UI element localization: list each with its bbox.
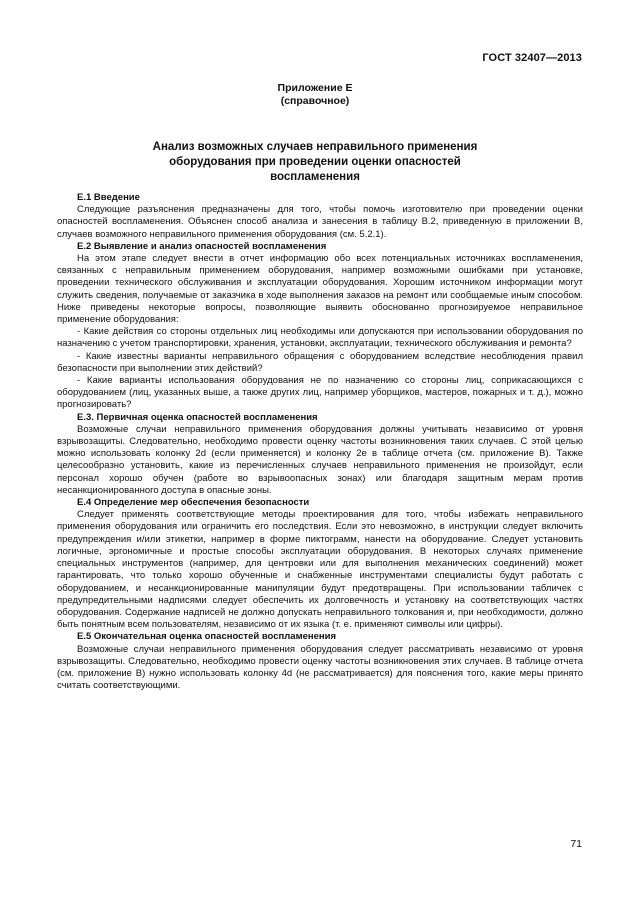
section-e2-paragraph: На этом этапе следует внести в отчет информацию обо всех потенциальных источниках воспламенения, связанных с неправильным применением оборудования, например возможными ошибками при установке, проведении технического обслуживания и эксплуатации оборудования. Хорошим источником информации могут служить сведения, получаемые от заказчика в ходе выполнения заказов на ремонт или сообщаемые иным способом. Ниже приведены некоторые вопросы, позволяющие выявить обоснованно прогнозируемое неправильное применение оборудования: <box>57 253 583 326</box>
appendix-note: (справочное) <box>280 95 350 107</box>
document-body <box>57 192 583 692</box>
section-e1-paragraph: Следующие разъяснения предназначены для того, чтобы помочь изготовителю при проведении оценки опасностей воспламенения. Объяснен способ анализа и занесения в таблицу В.2, приведенную в приложении В, случаев возможного неправильного применения оборудования (см. 5.2.1). <box>57 204 583 240</box>
page-number: 71 <box>570 838 582 850</box>
section-e5-heading: Е.5 Окончательная оценка опасностей воспламенения <box>77 631 337 643</box>
appendix-heading <box>0 82 630 108</box>
title-line-1: Анализ возможных случаев неправильного применения <box>152 141 478 153</box>
section-e2-question-3: - Какие варианты использования оборудования не по назначению со стороны лиц, соприкасающихся с оборудованием (лиц, указанных выше, а также других лиц, например уборщиков, мастеров, пожарных и т. д.), можно прогнозировать? <box>57 375 583 411</box>
title-line-3: воспламенения <box>270 171 360 183</box>
section-e2-question-2: - Какие известны варианты неправильного обращения с оборудованием вследствие несоблюдения правил безопасности при выполнении этих действий? <box>57 350 583 374</box>
section-e3-paragraph: Возможные случаи неправильного применения оборудования должны учитывать независимо от уровня взрывозащиты. Следовательно, необходимо провести оценку частоты возникновения таких случаев. С этой целью можно использовать колонку 2d (если применяется) и колонку 2е в таблице отчета (см. приложение В). Также целесообразно установить, какие из перечисленных случаев неправильного применения не произойдут, если персонал хорошо обучен (работе во взрывоопасных зонах) или благодаря защитным мерам против несанкционированного доступа в опасные зоны. <box>57 423 583 496</box>
section-e2-heading: Е.2 Выявление и анализ опасностей воспламенения <box>77 240 327 252</box>
section-e3-heading: Е.3. Первичная оценка опасностей воспламенения <box>77 411 318 423</box>
section-e4-heading: Е.4 Определение мер обеспечения безопасности <box>77 497 310 509</box>
appendix-label: Приложение Е <box>277 82 353 94</box>
document-title <box>60 140 570 185</box>
section-e2-question-1: - Какие действия со стороны отдельных лиц необходимы или допускаются при использовании оборудования по назначению с учетом транспортировки, хранения, установки, эксплуатации, технического обслуживания и ремонта? <box>57 326 583 350</box>
section-e5-paragraph: Возможные случаи неправильного применения оборудования следует рассматривать независимо от уровня взрывозащиты. Следовательно, необходимо провести оценку частоты возникновения этих случаев. В таблице отчета (см. приложение В) нужно использовать колонку 4d (не рассматривается) для пояснения того, какие меры принято считать соответствующими. <box>57 643 583 692</box>
standard-code: ГОСТ 32407—2013 <box>482 52 582 64</box>
section-e4-paragraph: Следует применять соответствующие методы проектирования для того, чтобы избежать неправильного применения оборудования или ограничить его последствия. Если это невозможно, в инструкции следует включить предупреждения и/или этикетки, например в форме пиктограмм, нанести на оборудование. Следует установить логичные, эргономичные и простые способы эксплуатации оборудования. В некоторых случаях применение специальных инструментов (например, для центровки или для выполнения механических соединений) может гарантировать, что только хорошо обученные и снабженные инструментами специалисты будут работать с оборудованием, и несанкционированные манипуляции будут предотвращены. При использовании табличек с предупредительными надписями следует обеспечить их долговечность и установку на соответствующих частях оборудования. Содержание надписей не должно допускать неправильного толкования и, при необходимости, должно быть понятным всем пользователям, независимо от их языка (т. е. применяют символы или цифры). <box>57 509 583 631</box>
title-line-2: оборудования при проведении оценки опасностей <box>169 156 461 168</box>
section-e1-heading: Е.1 Введение <box>77 192 140 203</box>
